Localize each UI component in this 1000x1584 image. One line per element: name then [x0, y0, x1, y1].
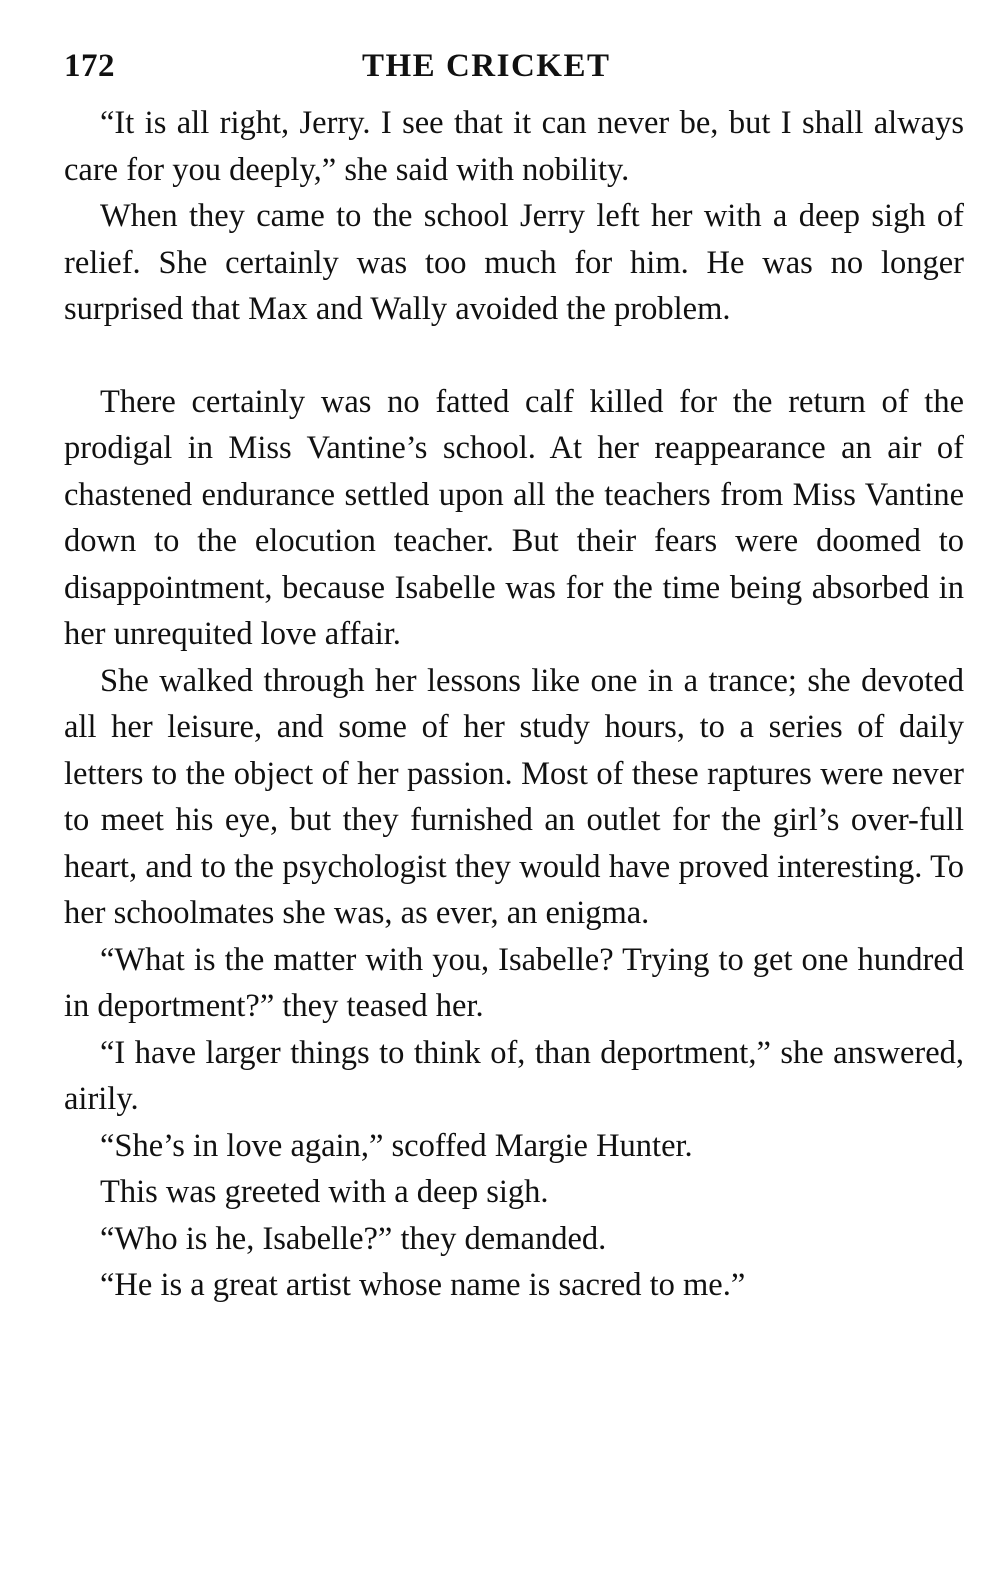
page-number: 172 — [64, 48, 115, 84]
paragraph-9: “Who is he, Isabelle?” they demanded. — [100, 1220, 607, 1257]
paragraph-5: “What is the matter with you, Isabelle? Trying to get one hundred in deportment?” they teased her. — [64, 941, 964, 1024]
paragraph-8: This was greeted with a deep sigh. — [100, 1174, 549, 1210]
page-header — [64, 40, 964, 100]
paragraph-6: “I have larger things to think of, than deportment,” she answered, airily. — [64, 1034, 964, 1117]
paragraph-2: When they came to the school Jerry left her with a deep sigh of relief. She certainly was too much for him. He was no longer surprised that Max and Wally avoided the problem. — [64, 198, 964, 327]
paragraph-1: “It is all right, Jerry. I see that it can never be, but I shall always care for you deeply,” she said with nobility. — [64, 105, 964, 188]
paragraph-4: She walked through her lessons like one in a trance; she devoted all her leisure, and some of her study hours, to a series of daily letters to the object of her passion. Most of these raptures were never to meet his eye, but they furnished an outlet for the girl’s over-full heart, and to the psychologist they would have proved interesting. To her schoolmates she was, as ever, an enigma. — [64, 662, 964, 931]
paragraph-3: There certainly was no fatted calf killed for the return of the prodigal in Miss Vantine’s school. At her reappearance an air of chastened endurance settled upon all the teachers from Miss Vantine down to the elocution teacher. But their fears were doomed to disappointment, because Isabelle was for the time being absorbed in her unrequited love affair. — [64, 383, 964, 652]
paragraph-7: “She’s in love again,” scoffed Margie Hunter. — [100, 1127, 693, 1164]
book-page — [64, 40, 964, 1309]
running-title: THE CRICKET — [362, 48, 611, 84]
paragraph-10: “He is a great artist whose name is sacred to me.” — [100, 1267, 746, 1303]
